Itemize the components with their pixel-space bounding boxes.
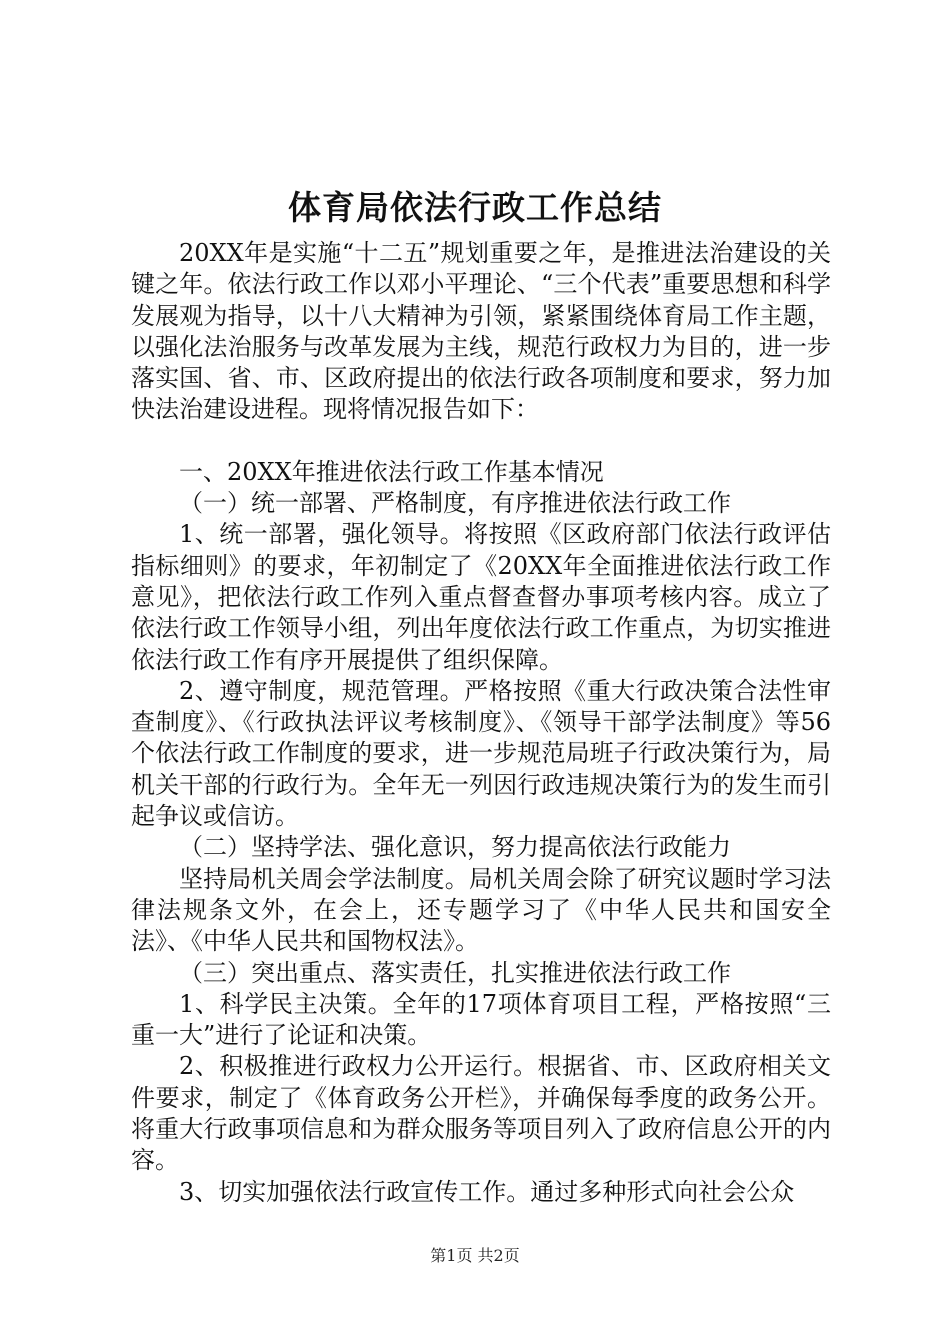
- page-footer: 第1页 共2页: [430, 1246, 520, 1265]
- paragraph-3-2: 2、积极推进行政权力公开运行。根据省、市、区政府相关文件要求，制定了《体育政务公开栏》，并确保每季度的政务公开。将重大行政事项信息和为群众服务等项目列入了政府信息公开的内容。: [131, 1052, 831, 1175]
- paragraph-1-2: 2、遵守制度，规范管理。严格按照《重大行政决策合法性审查制度》、《行政执法评议考核制度》、《领导干部学法制度》等56个依法行政工作制度的要求，进一步规范局班子行政决策行为，局机关干部的行政行为。全年无一列因行政违规决策行为的发生而引起争议或信访。: [131, 676, 831, 831]
- paragraph-2-1: 坚持局机关周会学法制度。局机关周会除了研究议题时学习法律法规条文外，在会上，还专题学习了《中华人民共和国安全法》、《中华人民共和国物权法》。: [131, 864, 831, 956]
- paragraph-1-1: 1、统一部署，强化领导。将按照《区政府部门依法行政评估指标细则》的要求，年初制定了《20XX年全面推进依法行政工作意见》，把依法行政工作列入重点督查督办事项考核内容。成立了依法行政工作领导小组，列出年度依法行政工作重点，为切实推进依法行政工作有序开展提供了组织保障。: [131, 520, 831, 674]
- intro-paragraph: 20XX年是实施“十二五”规划重要之年，是推进法治建设的关键之年。依法行政工作以邓小平理论、“三个代表”重要思想和科学发展观为指导，以十八大精神为引领，紧紧围绕体育局工作主题，以强化法治服务与改革发展为主线，规范行政权力为目的，进一步落实国、省、市、区政府提出的依法行政各项制度和要求，努力加快法治建设进程。现将情况报告如下：: [131, 239, 831, 424]
- paragraph-gap: [131, 426, 831, 457]
- document-body: [131, 238, 831, 1208]
- page-title: 体育局依法行政工作总结: [288, 188, 662, 227]
- section-heading-1: 一、20XX年推进依法行政工作基本情况: [179, 457, 604, 486]
- subsection-heading-1: （一）统一部署、严格制度，有序推进依法行政工作: [179, 489, 731, 518]
- paragraph-3-3: 3、切实加强依法行政宣传工作。通过多种形式向社会公众: [179, 1177, 795, 1206]
- subsection-heading-3: （三）突出重点、落实责任，扎实推进依法行政工作: [179, 958, 731, 987]
- paragraph-3-1: 1、科学民主决策。全年的17项体育项目工程，严格按照“三重一大”进行了论证和决策。: [131, 989, 831, 1050]
- subsection-heading-2: （二）坚持学法、强化意识，努力提高依法行政能力: [179, 833, 731, 862]
